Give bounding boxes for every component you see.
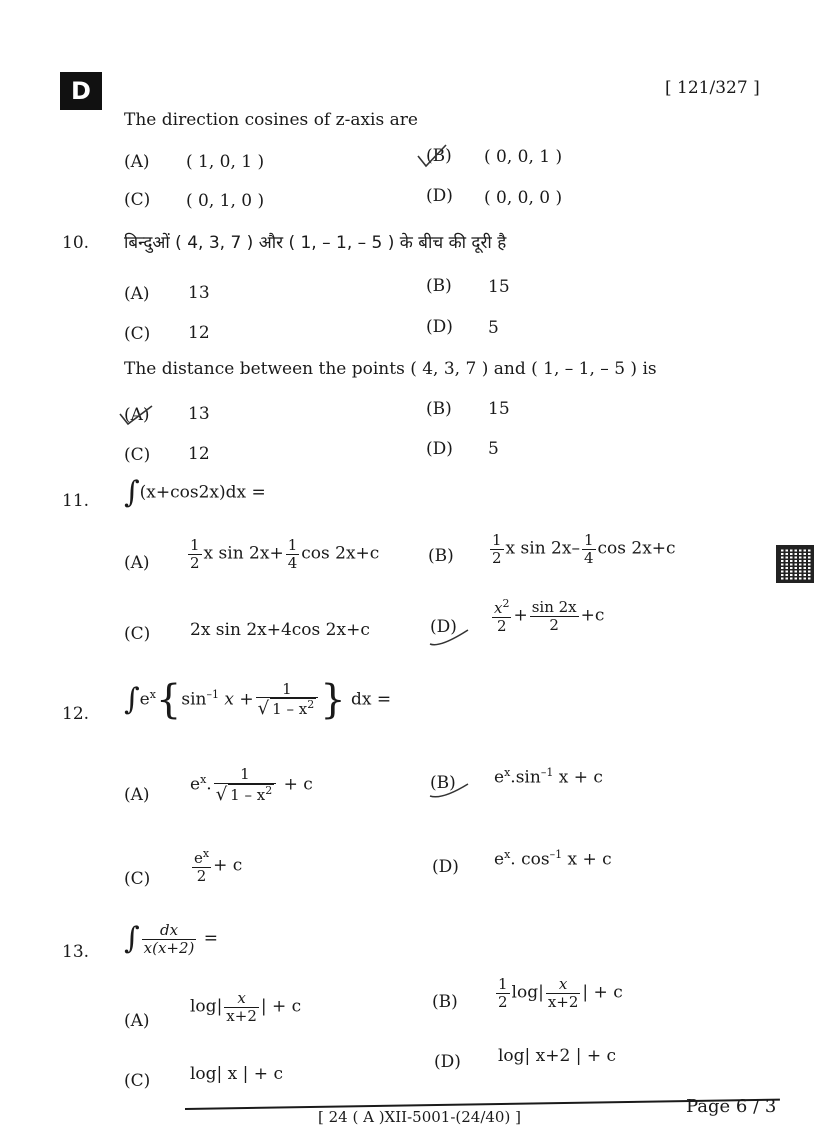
q10-en-option-a: 13 <box>188 404 210 424</box>
integral-sign: ∫ <box>124 921 140 956</box>
q11-option-c: 2x sin 2x+4cos 2x+c <box>190 620 370 640</box>
q13-option-d-label: (D) <box>434 1052 461 1072</box>
q9-question: The direction cosines of z-axis are <box>124 110 418 130</box>
paper-code: [ 121/327 ] <box>665 78 760 98</box>
answer-tick-mark <box>118 402 154 428</box>
q13-option-a-label: (A) <box>124 1011 150 1031</box>
q10-hi-option-a: 13 <box>188 283 210 303</box>
q12-number: 12. <box>62 704 90 724</box>
q10-hi-option-c-label: (C) <box>124 324 151 344</box>
q10-en-option-c-label: (C) <box>124 445 151 465</box>
q13-option-a: log| $\frac{x}{x+2}$ | + c <box>190 989 302 1025</box>
q10-en-option-a-label: (A) <box>124 405 150 425</box>
q11-option-a-label: (A) <box>124 553 150 573</box>
q13-question: ∫ $\frac{dx}{x(x+2)}$ = <box>124 921 219 957</box>
q11-integrand: (x+cos2x)dx = <box>139 482 266 503</box>
q13-option-d: log| x+2 | + c <box>498 1046 617 1066</box>
q12-option-b: $e^x.\sin^{-1}$ x + c <box>494 766 603 788</box>
q10-hi-option-d-label: (D) <box>426 317 453 337</box>
q11-option-d-label: (D) <box>430 617 457 637</box>
q10-hi-option-b-label: (B) <box>426 276 452 296</box>
integral-sign: ∫ <box>124 475 140 510</box>
answer-tick-mark <box>428 782 472 802</box>
q12-option-d: $e^x$. $\cos^{-1} x + c$ <box>494 848 612 870</box>
q10-question-english: The distance between the points ( 4, 3, 7 ) and ( 1, – 1, – 5 ) is <box>124 359 657 379</box>
q13-option-b-label: (B) <box>432 992 458 1012</box>
q9-option-c-label: (C) <box>124 190 151 210</box>
q9-option-a-label: (A) <box>124 152 150 172</box>
q10-en-option-b: 15 <box>488 399 510 419</box>
q9-option-c: ( 0, 1, 0 ) <box>186 191 265 211</box>
answer-tick-mark <box>428 628 472 650</box>
q11-option-b-label: (B) <box>428 546 454 566</box>
q11-question <box>124 475 266 510</box>
q11-option-b: $\frac{1}{2}$ x sin 2x– $\frac{1}{4}$ cos 2x+c <box>492 531 676 567</box>
q10-hi-option-d: 5 <box>488 318 499 338</box>
q9-option-b: ( 0, 0, 1 ) <box>484 147 563 167</box>
q13-option-c: log| x | + c <box>190 1064 283 1084</box>
page-number: Page 6 / 3 <box>686 1096 777 1117</box>
q12-option-b-label: (B) <box>430 773 456 793</box>
q10-hi-option-a-label: (A) <box>124 284 150 304</box>
q9-option-a: ( 1, 0, 1 ) <box>186 152 265 172</box>
q10-en-option-c: 12 <box>188 444 210 464</box>
integral-sign: ∫ <box>124 682 140 717</box>
q10-en-option-d-label: (D) <box>426 439 453 459</box>
q9-option-b-label: (B) <box>426 146 452 166</box>
q11-option-a: $\frac{1}{2}$ x sin 2x+ $\frac{1}{4}$ cos 2x+c <box>190 536 380 572</box>
q12-option-a-label: (A) <box>124 785 150 805</box>
q10-hi-option-c: 12 <box>188 323 210 343</box>
q10-en-option-d: 5 <box>488 439 499 459</box>
q9-option-d-label: (D) <box>426 186 453 206</box>
answer-tick-mark <box>416 142 450 170</box>
q10-number: 10. <box>62 233 90 253</box>
paper-set-badge: D <box>60 72 102 110</box>
q10-en-option-b-label: (B) <box>426 399 452 419</box>
q12-option-c-label: (C) <box>124 869 151 889</box>
q11-option-d: $\frac{x^2}{2}$ + $\frac{\sin 2x}{2}$ +c <box>494 597 605 635</box>
q11-option-c-label: (C) <box>124 624 151 644</box>
footer-code: [ 24 ( A )XII-5001-(24/40) ] <box>318 1108 521 1126</box>
q13-option-b: $\frac{1}{2}$ log| $\frac{x}{x+2}$ | + c <box>498 975 623 1011</box>
q13-option-c-label: (C) <box>124 1071 151 1091</box>
q9-option-d: ( 0, 0, 0 ) <box>484 188 563 208</box>
q12-option-d-label: (D) <box>432 857 459 877</box>
q11-number: 11. <box>62 491 90 511</box>
q10-question-hindi: बिन्दुओं ( 4, 3, 7 ) और ( 1, – 1, – 5 ) के बीच की दूरी है <box>124 233 507 253</box>
q13-number: 13. <box>62 942 90 962</box>
qr-code <box>776 545 814 583</box>
q10-hi-option-b: 15 <box>488 277 510 297</box>
q12-question: $\int e^x\{\sin^{-1}$ x + $\frac{1}{√ 1 - x^2}$ } dx = <box>124 677 392 723</box>
q12-option-c: $\frac{e^x}{2}$ + c <box>194 847 243 885</box>
q12-option-a: $e^x$. $\frac{1}{√ 1 - x^2}$ + c <box>190 765 313 805</box>
